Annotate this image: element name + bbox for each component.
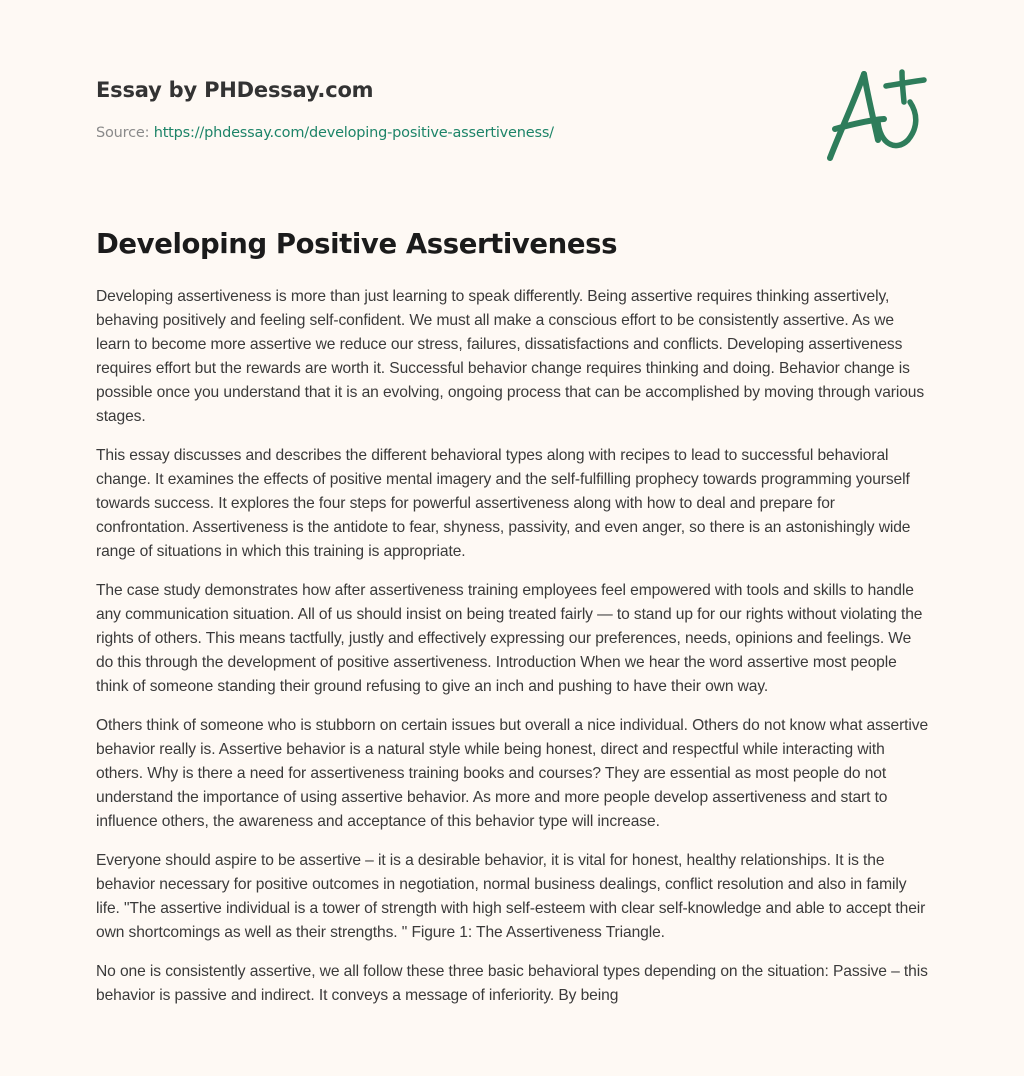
essay-paragraph: Everyone should aspire to be assertive – it is a desirable behavior, it is vital for honest, healthy relationships. It is the behavior necessary for positive outcomes in negotiation, normal business dealings, conflict resolution and also in family life. "The assertive individual is a tower of strength with high self-esteem with clear self-knowledge and able to accept their own shortcomings as well as their strengths. " Figure 1: The Assertiveness Triangle. [96,852,926,941]
source-link[interactable]: https://phdessay.com/developing-positive-assertiveness/ [153,125,554,141]
a-plus-grade-icon [818,62,933,167]
essay-paragraph: This essay discusses and describes the different behavioral types along with recipes to lead to successful behavioral change. It examines the effects of positive mental imagery and the self-fulfilling prophecy towards programming yourself towards success. It explores the four steps for powerful assertiveness along with how to deal and prepare for confrontation. Assertiveness is the antidote to fear, shyness, passivity, and even anger, so there is an astonishingly wide range of situations in which this training is appropriate. [96,447,911,560]
page-header [96,76,796,143]
essay-title: Developing Positive Assertiveness [96,228,618,260]
essay-paragraph: Developing assertiveness is more than just learning to speak differently. Being assertive requires thinking assertively, behaving positively and feeling self-confident. We must all make a conscious effort to be consistently assertive. As we learn to become more assertive we reduce our stress, failures, dissatisfactions and conflicts. Developing assertiveness requires effort but the rewards are worth it. Successful behavior change requires thinking and doing. Behavior change is possible once you understand that it is an evolving, ongoing process that can be accomplished by moving through various stages. [96,288,925,425]
essay-paragraph: Others think of someone who is stubborn on certain issues but overall a nice individual. Others do not know what assertive behavior really is. Assertive behavior is a natural style while being honest, direct and respectful while interacting with others. Why is there a need for assertiveness training books and courses? They are essential as most people do not understand the importance of using assertive behavior. As more and more people develop assertiveness and start to influence others, the awareness and acceptance of this behavior type will increase. [96,717,929,830]
essay-body [96,285,932,1023]
source-label: Source: [96,125,154,141]
source-line [96,123,796,143]
site-title: Essay by PHDessay.com [96,78,374,102]
essay-paragraph: No one is consistently assertive, we all follow these three basic behavioral types depending on the situation: Passive – this behavior is passive and indirect. It conveys a message of inferiority. By being [96,963,928,1004]
essay-paragraph: The case study demonstrates how after assertiveness training employees feel empowered with tools and skills to handle any communication situation. All of us should insist on being treated fairly — to stand up for our rights without violating the rights of others. This means tactfully, justly and effectively expressing our preferences, needs, opinions and feelings. We do this through the development of positive assertiveness. Introduction When we hear the word assertive most people think of someone standing their ground refusing to give an inch and pushing to have their own way. [96,582,923,695]
